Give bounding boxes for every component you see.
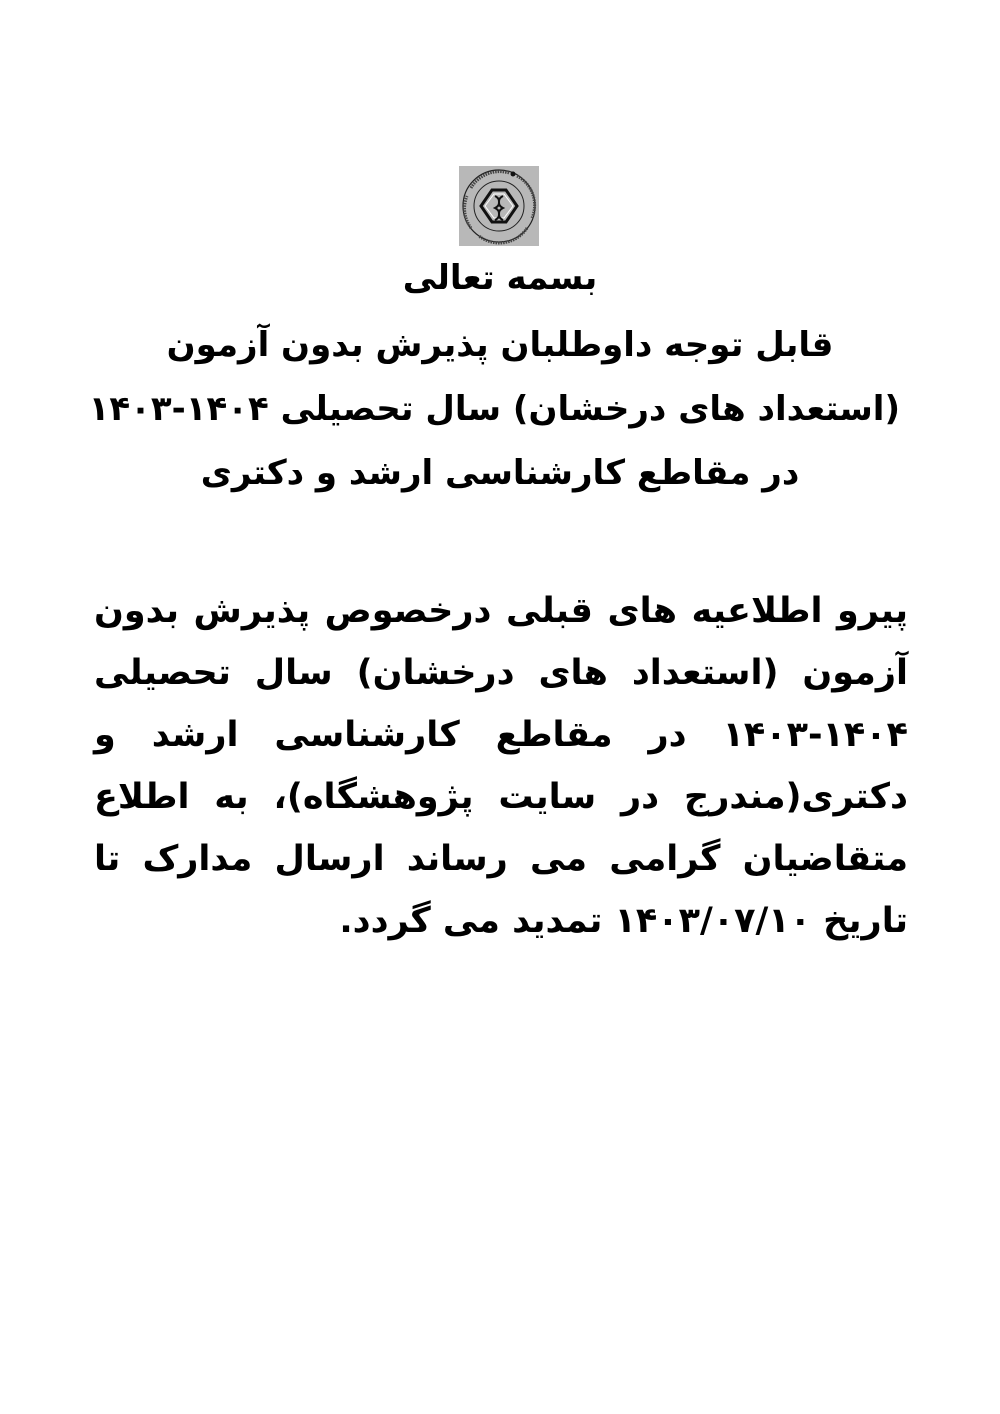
announcement-body: پیرو اطلاعیه های قبلی درخصوص پذیرش بدون آزمون (استعداد های درخشان) سال تحصیلی ۱۴۰۴-۱۴۰۳ در مقاطع کارشناسی ارشد و دکتری(مندرج در سایت پژوهشگاه)، به اطلاع متقاضیان گرامی می رساند ارسال مدارک تا تاریخ ۱۴۰۳/۰۷/۱۰ تمدید می گردد.	[94, 591, 908, 941]
institute-seal-icon	[459, 166, 539, 246]
announcement-title: قابل توجه داوطلبان پذیرش بدون آزمون	[166, 325, 834, 365]
institute-logo	[459, 166, 539, 246]
invocation-heading: بسمه تعالی	[402, 258, 598, 298]
announcement-degree-levels: در مقاطع کارشناسی ارشد و دکتری	[200, 453, 800, 493]
announcement-subtitle: (استعداد های درخشان) سال تحصیلی ۱۴۰۴-۱۴۰۳	[88, 389, 900, 429]
